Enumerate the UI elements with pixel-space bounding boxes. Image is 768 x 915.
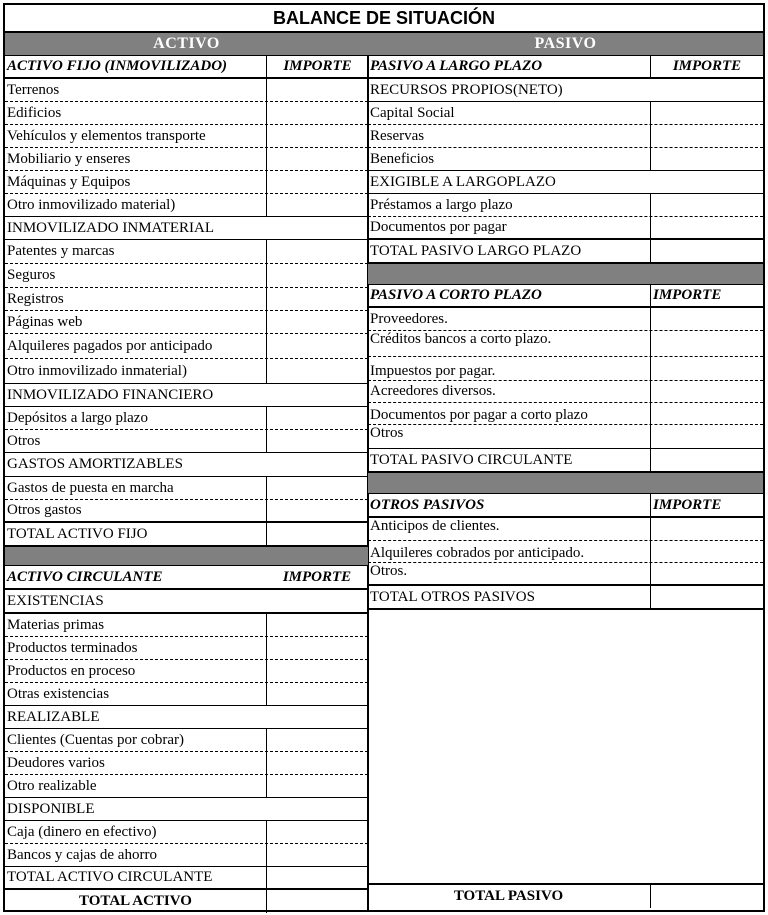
amount-cell[interactable] xyxy=(266,125,368,147)
amount-cell[interactable] xyxy=(266,821,368,843)
total-amount-cell[interactable] xyxy=(266,867,368,888)
total-amount-cell[interactable] xyxy=(650,885,763,908)
pasivo-corto-header: PASIVO A CORTO PLAZO IMPORTE xyxy=(368,285,763,308)
pasivo-column xyxy=(368,33,763,908)
total-amount-cell[interactable] xyxy=(650,586,763,608)
amount-cell[interactable] xyxy=(650,357,763,380)
amount-cell[interactable] xyxy=(266,752,368,774)
list-item: Proveedores. xyxy=(368,308,763,331)
total-pasivo-label: TOTAL PASIVO xyxy=(453,888,564,904)
amount-cell[interactable] xyxy=(266,729,368,751)
amount-cell[interactable] xyxy=(650,518,763,540)
list-item: Seguros xyxy=(5,264,368,288)
list-item: Patentes y marcas xyxy=(5,240,368,264)
amount-cell[interactable] xyxy=(650,125,763,147)
subsection-label: EXISTENCIAS xyxy=(5,590,368,614)
total-row xyxy=(368,586,763,610)
list-item: Deudores varios xyxy=(5,752,368,775)
amount-cell[interactable] xyxy=(266,148,368,170)
importe-header: IMPORTE xyxy=(282,568,352,585)
amount-cell[interactable] xyxy=(266,102,368,124)
list-item: Acreedores diversos. xyxy=(368,381,763,403)
amount-cell[interactable] xyxy=(650,563,763,584)
amount-cell[interactable] xyxy=(266,775,368,797)
list-item: Reservas xyxy=(368,125,763,148)
list-item: Otros xyxy=(368,425,763,449)
list-item: Caja (dinero en efectivo) xyxy=(5,821,368,844)
list-item: Préstamos a largo plazo xyxy=(368,194,763,217)
amount-cell[interactable] xyxy=(266,79,368,101)
total-amount-cell[interactable] xyxy=(650,449,763,471)
list-item: Beneficios xyxy=(368,148,763,171)
list-item: Otros xyxy=(5,430,368,453)
total-activo-label: TOTAL ACTIVO xyxy=(79,893,192,909)
activo-fijo-title: ACTIVO FIJO (INMOVILIZADO) xyxy=(7,58,228,74)
list-item: Edificios xyxy=(5,102,368,125)
amount-cell[interactable] xyxy=(650,102,763,124)
subsection-label: GASTOS AMORTIZABLES xyxy=(5,453,368,477)
total-amount-cell[interactable] xyxy=(266,890,368,913)
list-item: Documentos por pagar a corto plazo xyxy=(368,403,763,425)
amount-cell[interactable] xyxy=(266,614,368,636)
list-item: Registros xyxy=(5,288,368,311)
grand-total-row xyxy=(368,885,763,908)
total-activo-circulante-label: TOTAL ACTIVO CIRCULANTE xyxy=(7,869,213,885)
amount-cell[interactable] xyxy=(650,148,763,170)
amount-cell[interactable] xyxy=(266,683,368,705)
amount-cell[interactable] xyxy=(650,217,763,238)
total-amount-cell[interactable] xyxy=(266,523,368,545)
list-item: Productos terminados xyxy=(5,637,368,660)
importe-header: IMPORTE xyxy=(650,494,763,516)
pasivo-heading: PASIVO xyxy=(368,33,763,56)
total-amount-cell[interactable] xyxy=(650,240,763,262)
section-spacer xyxy=(368,264,763,285)
list-item: Vehículos y elementos transporte xyxy=(5,125,368,148)
list-item: Otro inmovilizado inmaterial) xyxy=(5,359,368,384)
total-row xyxy=(368,449,763,473)
amount-cell[interactable] xyxy=(266,407,368,429)
total-row xyxy=(5,523,368,547)
importe-header: IMPORTE xyxy=(650,285,763,306)
section-spacer xyxy=(5,547,368,566)
list-item: Materias primas xyxy=(5,614,368,637)
amount-cell[interactable] xyxy=(266,334,368,358)
list-item: Créditos bancos a corto plazo. xyxy=(368,331,763,357)
amount-cell[interactable] xyxy=(266,311,368,333)
grand-total-row xyxy=(5,890,368,913)
list-item: Otros. xyxy=(368,563,763,586)
total-pasivo-largo-label: TOTAL PASIVO LARGO PLAZO xyxy=(370,242,582,259)
amount-cell[interactable] xyxy=(266,240,368,263)
list-item: Alquileres cobrados por anticipado. xyxy=(368,541,763,563)
amount-cell[interactable] xyxy=(266,194,368,216)
amount-cell[interactable] xyxy=(650,541,763,562)
activo-circulante-header: ACTIVO CIRCULANTE IMPORTE xyxy=(5,566,368,590)
amount-cell[interactable] xyxy=(266,500,368,521)
amount-cell[interactable] xyxy=(266,264,368,287)
blank-area xyxy=(368,610,763,885)
total-activo-fijo-label: TOTAL ACTIVO FIJO xyxy=(7,525,148,542)
pasivo-largo-header: PASIVO A LARGO PLAZO IMPORTE xyxy=(368,56,763,79)
importe-header: IMPORTE xyxy=(266,56,368,77)
subsection-label: INMOVILIZADO INMATERIAL xyxy=(5,217,368,240)
amount-cell[interactable] xyxy=(650,331,763,356)
total-otros-pasivos-label: TOTAL OTROS PASIVOS xyxy=(370,588,535,605)
list-item: Otro realizable xyxy=(5,775,368,798)
activo-column xyxy=(5,33,368,913)
amount-cell[interactable] xyxy=(266,359,368,383)
amount-cell[interactable] xyxy=(266,288,368,310)
total-pasivo-circulante-label: TOTAL PASIVO CIRCULANTE xyxy=(370,451,573,468)
list-item: Productos en proceso xyxy=(5,660,368,683)
amount-cell[interactable] xyxy=(650,308,763,330)
section-spacer xyxy=(368,473,763,494)
list-item: Páginas web xyxy=(5,311,368,334)
subsection-label: DISPONIBLE xyxy=(5,798,368,821)
list-item: Otras existencias xyxy=(5,683,368,706)
list-item: Mobiliario y enseres xyxy=(5,148,368,171)
amount-cell[interactable] xyxy=(266,171,368,193)
page-title: BALANCE DE SITUACIÓN xyxy=(5,5,763,33)
list-item: Capital Social xyxy=(368,102,763,125)
list-item: Impuestos por pagar. xyxy=(368,357,763,381)
subsection-label: RECURSOS PROPIOS(NETO) xyxy=(368,79,763,102)
amount-cell[interactable] xyxy=(650,425,763,448)
amount-cell[interactable] xyxy=(650,194,763,216)
list-item: Terrenos xyxy=(5,79,368,102)
otros-pasivos-header: OTROS PASIVOS IMPORTE xyxy=(368,494,763,518)
list-item: Otros gastos xyxy=(5,500,368,523)
amount-cell[interactable] xyxy=(266,430,368,452)
amount-cell[interactable] xyxy=(266,637,368,659)
amount-cell[interactable] xyxy=(650,403,763,424)
amount-cell[interactable] xyxy=(266,660,368,682)
list-item: Depósitos a largo plazo xyxy=(5,407,368,430)
list-item: Documentos por pagar xyxy=(368,217,763,240)
list-item: Clientes (Cuentas por cobrar) xyxy=(5,729,368,752)
total-row xyxy=(368,240,763,264)
subsection-label: REALIZABLE xyxy=(5,706,368,729)
amount-cell[interactable] xyxy=(266,844,368,866)
balance-sheet xyxy=(3,3,765,912)
list-item: Alquileres pagados por anticipado xyxy=(5,334,368,359)
list-item: Gastos de puesta en marcha xyxy=(5,477,368,500)
list-item: Anticipos de clientes. xyxy=(368,518,763,541)
list-item: Bancos y cajas de ahorro xyxy=(5,844,368,867)
importe-header: IMPORTE xyxy=(650,56,763,77)
amount-cell[interactable] xyxy=(650,381,763,402)
activo-fijo-header xyxy=(5,56,368,79)
total-row xyxy=(5,867,368,890)
list-item: Máquinas y Equipos xyxy=(5,171,368,194)
amount-cell[interactable] xyxy=(266,477,368,499)
activo-heading: ACTIVO xyxy=(5,33,368,56)
list-item: Otro inmovilizado material) xyxy=(5,194,368,217)
subsection-label: EXIGIBLE A LARGOPLAZO xyxy=(368,171,763,194)
subsection-label: INMOVILIZADO FINANCIERO xyxy=(5,384,368,407)
